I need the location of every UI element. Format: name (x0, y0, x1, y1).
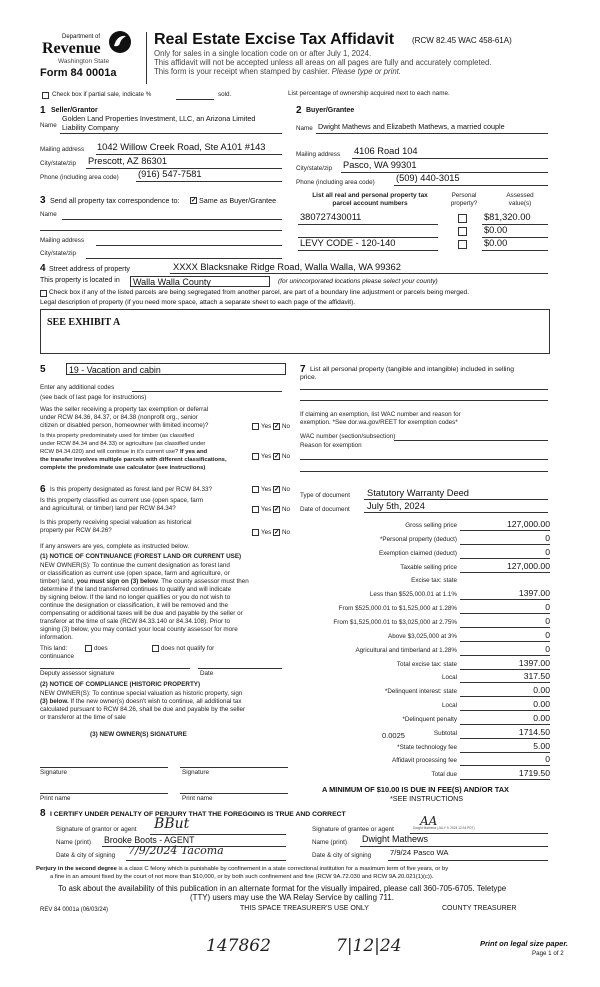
tax-row-label: Exemption claimed (deduct) (378, 550, 457, 557)
corr-csz-label: City/state/zip (40, 250, 77, 257)
exemption-label2: exemption. *See dor.wa.gov/REET for exemption codes* (300, 419, 458, 426)
tax-row-value[interactable]: 0 (545, 630, 550, 640)
doc-date-label: Date of document (300, 506, 350, 513)
tax-row-label: Subtotal (433, 730, 457, 737)
tax-row-value[interactable]: 0 (545, 644, 550, 654)
grantee-signature[interactable]: AA (420, 814, 438, 828)
timber-question: Is this property predominately used for timber (as classified (40, 433, 194, 439)
partial-sale-checkbox[interactable] (42, 92, 49, 99)
historic-no-checkbox[interactable]: ✓ (274, 529, 280, 536)
yes-label: Yes (261, 529, 272, 536)
tax-row-value[interactable]: 1714.50 (518, 727, 550, 737)
logo-agency: Revenue (42, 40, 101, 57)
tax-row-label: Taxable selling price (400, 564, 457, 571)
seller-name-line1[interactable]: Golden Land Properties Investment, LLC, an Arizona Limited (62, 114, 256, 123)
new-owner-print-label: Print name (40, 795, 71, 802)
notice-compliance-heading: (2) NOTICE OF COMPLIANCE (HISTORIC PROPERTY) (40, 681, 201, 688)
parcel-col-header2: parcel account numbers (332, 200, 408, 207)
does-not-label: does not qualify for (161, 645, 215, 652)
header-line1: Only for sales in a single location code on or after July 1, 2024. (154, 49, 372, 58)
legal-description-field[interactable] (40, 309, 550, 354)
legal-description-value: SEE EXHIBIT A (47, 317, 121, 328)
assessed-col-header1: Assessed (506, 192, 534, 199)
segregated-label: Check box if any of the listed parcels are being segregated from another parcel, are part of a boundary line adjustment or parcels being merged. (49, 289, 470, 296)
notice-text: information. (40, 634, 73, 641)
located-in-label: This property is located in (40, 277, 120, 284)
timber-question: the transfer involves multiple parcels with different classifications, (40, 457, 227, 463)
notice-text: calculated pursuant to RCW 84.26, shall be due and payable by the seller (40, 706, 246, 713)
current-use-question: Is this property classified as current use (open space, farm (40, 497, 204, 504)
buyer-mail-label: Mailing address (296, 151, 341, 158)
form-rcw: (RCW 82.45 WAC 458-61A) (412, 36, 512, 45)
tax-row-label: Above $3,025,000 at 3% (388, 633, 457, 640)
tax-row-value[interactable]: 0.00 (533, 713, 550, 723)
personal-col-header2: property? (450, 200, 478, 207)
assessed-value[interactable]: $0.00 (484, 225, 508, 235)
seller-mail-label: Mailing address (40, 146, 85, 153)
buyer-csz[interactable]: Pasco, WA 99301 (343, 160, 417, 170)
grantee-esign-stamp: Dwight Mathews (JULY 9, 2024 12:34 PDT) (413, 826, 475, 830)
header-line2: This affidavit will not be accepted unless all areas on all pages are fully and accurately completed. (154, 58, 492, 67)
seller-heading: Seller/Grantor (51, 107, 98, 114)
tax-row-label: Local (441, 674, 457, 681)
tax-row-value[interactable]: 0 (545, 616, 550, 626)
exemption-yes-checkbox[interactable] (252, 423, 259, 430)
street-address-label: Street address of property (49, 266, 130, 273)
deputy-signature-label: Deputy assessor signature (40, 670, 115, 677)
personal-property-label2: price. (300, 374, 317, 381)
not-qualifies-checkbox[interactable] (152, 645, 159, 652)
seller-mail-address[interactable]: 1042 Willow Creek Road, Ste A101 #143 (97, 142, 266, 152)
notice-text: compensating or additional taxes will be due and payable by the seller or (40, 610, 243, 617)
historic-question: property per RCW 84.26? (40, 527, 112, 534)
tax-row-value[interactable]: 0 (545, 547, 550, 557)
see-instructions: *SEE INSTRUCTIONS (390, 794, 464, 803)
logo-state: Washington State (58, 58, 110, 65)
doc-type-value[interactable]: Statutory Warranty Deed (367, 488, 469, 498)
tax-row-label: From $1,525,000.01 to $3,025,000 at 2.75% (333, 619, 457, 626)
grantor-name-label: Name (print) (56, 839, 91, 846)
tax-row-label: Excise tax: state (411, 577, 457, 584)
seller-phone[interactable]: (916) 547-7581 (138, 169, 202, 179)
partial-sale-label: Check box if partial sale, indicate % (52, 91, 152, 98)
notice-text: or transferor at the time of sale (40, 714, 126, 721)
personal-col-header1: Personal (451, 192, 477, 199)
grantee-signature-label: Signature of grantee or agent (312, 826, 394, 833)
tax-row-value[interactable]: 0.00 (533, 685, 550, 695)
same-as-buyer-checkbox[interactable]: ✓ (191, 197, 197, 204)
partial-sale-sold: sold. (218, 91, 232, 98)
no-label: No (282, 506, 291, 513)
assessed-value[interactable]: $81,320.00 (484, 212, 531, 222)
logo-dept: Department of (62, 34, 101, 40)
revision-number: REV 84 0001a (06/03/24) (40, 907, 109, 913)
tax-row-label: Gross selling price (405, 522, 457, 529)
additional-codes-label: Enter any additional codes (40, 384, 115, 391)
exemption-label: If claiming an exemption, list WAC number and reason for (300, 411, 461, 418)
timber-question: under RCW 84.34 and 84.33) or agriculture (as classified under (40, 441, 206, 447)
unincorporated-note: (for unincorporated locations please select your county) (278, 278, 438, 285)
header-line3: This form is your receipt when stamped by cashier. Please type or print. (154, 67, 402, 76)
section4-number: 4 (40, 263, 46, 274)
tax-row-label: Local (441, 702, 457, 709)
exemption-question: citizen or disabled person, homeowner with limited income)? (40, 422, 209, 429)
grantor-signature[interactable]: BBut (154, 816, 190, 832)
tax-row-value[interactable]: 0 (545, 602, 550, 612)
yes-label: Yes (261, 453, 272, 460)
grantor-signature-label: Signature of grantor or agent (56, 826, 137, 833)
header-divider (146, 32, 147, 84)
notice-text: signing (3) below, you may contact your local county assessor for more (40, 626, 238, 633)
correspondence-label: Send all property tax correspondence to: (50, 196, 180, 205)
personal-property-checkbox[interactable] (458, 227, 467, 236)
perjury-notice: Perjury in the second degree is a class C felony which is punishable by confinement in a state correctional institution for a maximum term of five years, or by (36, 866, 449, 872)
buyer-heading: Buyer/Grantee (306, 107, 355, 114)
qualifies-checkbox[interactable] (85, 645, 92, 652)
grantor-date-label: Date & city of signing (56, 852, 116, 859)
assessed-col-header2: value(s) (508, 200, 532, 207)
tax-row-label: Affidavit processing fee (392, 757, 457, 764)
tax-row-label: *Personal property (deduct) (379, 536, 457, 543)
new-owner-signature-heading: (3) NEW OWNER(S) SIGNATURE (90, 731, 187, 738)
doc-date-value[interactable]: July 5th, 2024 (367, 501, 425, 511)
local-rate: 0.0025 (382, 731, 405, 740)
parcel-col-header1: List all real and personal property tax (312, 192, 428, 199)
no-label: No (282, 453, 291, 460)
exemption-question: under RCW 84.36, 84.37, or 84.38 (nonprofit org., senior (40, 414, 198, 421)
current-use-yes-checkbox[interactable] (252, 506, 259, 513)
assessed-value[interactable]: $0.00 (484, 238, 508, 248)
exemption-no-checkbox[interactable]: ✓ (274, 423, 280, 430)
tax-row-label: Total due (431, 771, 457, 778)
seller-name-line2[interactable]: Liability Company (62, 123, 119, 132)
yes-label: Yes (261, 423, 272, 430)
notice-continuance-heading: (1) NOTICE OF CONTINUANCE (FOREST LAND OR CURRENT USE) (40, 553, 242, 560)
continuance-label: continuance (40, 653, 74, 660)
grantee-date-label: Date & city of signing (312, 852, 372, 859)
handwritten-date: 7|12|24 (336, 936, 402, 956)
exemption-question: Was the seller receiving a property tax exemption or deferral (40, 406, 209, 413)
section8-number: 8 (40, 808, 46, 819)
personal-property-checkbox[interactable] (458, 240, 467, 249)
treasurer-use-label: THIS SPACE TREASURER'S USE ONLY (240, 905, 369, 912)
buyer-name[interactable]: Dwight Mathews and Elizabeth Mathews, a married couple (318, 122, 505, 131)
same-as-buyer-label: Same as Buyer/Grantee (199, 196, 277, 205)
buyer-csz-label: City/state/zip (296, 165, 333, 172)
grantee-name-label: Name (print) (312, 839, 347, 846)
yes-label: Yes (261, 506, 272, 513)
form-number: Form 84 0001a (40, 67, 117, 79)
does-label: does (94, 645, 108, 652)
tax-row-value[interactable]: 1719.50 (518, 768, 550, 778)
timber-question: RCW 84.34.020) and will continue in it's current use? If yes and (40, 449, 208, 455)
timber-no-checkbox[interactable]: ✓ (274, 453, 280, 460)
corr-mail-label: Mailing address (40, 237, 85, 244)
grantee-name[interactable]: Dwight Mathews (362, 834, 429, 844)
yes-label: Yes (261, 486, 272, 493)
forest-yes-checkbox[interactable] (252, 486, 259, 493)
paper-size-note: Print on legal size paper. (480, 939, 568, 948)
accessibility-notice2: (TTY) users may use the WA Relay Service by calling 711. (190, 893, 394, 902)
county-treasurer-label: COUNTY TREASURER (442, 905, 517, 912)
tax-row-label: From $525,000.01 to $1,525,000 at 1.28% (338, 605, 457, 612)
new-owner-print-label: Print name (182, 795, 213, 802)
parcel-number[interactable]: 380727430011 (300, 212, 362, 222)
notice-text: NEW OWNER(S): To continue special valuation as historic property, sign (40, 690, 243, 697)
reason-label: Reason for exemption (300, 442, 362, 449)
grantee-date-city[interactable]: 7/9/24 Pasco WA (390, 848, 449, 857)
tax-row-value[interactable]: 1397.00 (518, 658, 550, 668)
tax-row-value[interactable]: 5.00 (533, 741, 550, 751)
historic-yes-checkbox[interactable] (252, 529, 259, 536)
buyer-name-label: Name (296, 125, 313, 132)
new-owner-signature-label: Signature (182, 769, 209, 776)
buyer-mail-address[interactable]: 4106 Road 104 (354, 146, 418, 156)
tax-row-label: *State technology fee (397, 744, 457, 751)
no-label: No (282, 529, 291, 536)
notice-text: transferor at the time of sale (RCW 84.33.140 or 84.34.108). Prior to (40, 618, 231, 625)
segregated-checkbox[interactable] (40, 290, 47, 297)
doc-type-label: Type of document (300, 492, 351, 499)
tax-row-value[interactable]: 0.00 (533, 699, 550, 709)
legal-description-label: Legal description of property (if you need more space, attach a separate sheet to each page of the affidavit). (40, 299, 356, 306)
form-title: Real Estate Excise Tax Affidavit (154, 31, 395, 48)
buyer-phone[interactable]: (509) 440-3015 (396, 173, 460, 183)
accessibility-notice: To ask about the availability of this publication in an alternate format for the visually impaired, please call 360-705-6705. Teletype (58, 884, 507, 893)
current-use-no-checkbox[interactable]: ✓ (274, 506, 280, 513)
tax-row-label: *Delinquent interest: state (384, 688, 457, 695)
no-label: No (282, 423, 291, 430)
tax-row-value[interactable]: 317.50 (523, 671, 550, 681)
section1-number: 1 (40, 105, 46, 116)
notice-text: continue the designation or classification, it will be removed and the (40, 602, 228, 609)
seller-csz[interactable]: Prescott, AZ 86301 (88, 156, 168, 166)
see-back-note: (see back of last page for instructions) (40, 394, 147, 401)
instructions-note: If any answers are yes, complete as instructed below. (40, 543, 190, 550)
wac-label: WAC number (section/subsection) (300, 433, 396, 440)
notice-text: determine if the land transferred continues to qualify and will indicate (40, 586, 232, 593)
county-select[interactable] (130, 276, 270, 287)
land-use-code-select[interactable] (66, 363, 286, 375)
tax-row-value[interactable]: 127,000.00 (506, 519, 550, 529)
handwritten-receipt-number: 147862 (206, 936, 271, 956)
section2-number: 2 (296, 105, 302, 116)
property-street-address[interactable]: XXXX Blacksnake Ridge Road, Walla Walla, WA 99362 (173, 262, 401, 272)
page-number: Page 1 of 2 (532, 950, 564, 957)
tax-row-label: *Delinquent penalty (402, 716, 457, 723)
tax-row-value[interactable]: 1397.00 (518, 588, 550, 598)
tax-row-value[interactable]: 127,000.00 (506, 561, 550, 571)
tax-row-value[interactable]: 0 (545, 754, 550, 764)
county-value: Walla Walla County (133, 277, 211, 287)
certification-statement: I CERTIFY UNDER PENALTY OF PERJURY THAT THE FOREGOING IS TRUE AND CORRECT (50, 811, 346, 818)
buyer-phone-label: Phone (including area code) (296, 179, 375, 186)
parcel-number[interactable]: LEVY CODE - 120-140 (300, 238, 396, 248)
section5-number: 5 (40, 364, 46, 375)
seller-csz-label: City/state/zip (40, 160, 77, 167)
notice-text: or classification as current use (open space, farm and agriculture, or (40, 570, 230, 577)
tax-row-label: Agricultural and timberland at 1.28% (355, 647, 457, 654)
forest-question: Is this property designated as forest land per RCW 84.33? (50, 486, 213, 493)
notice-text: (3) below. If the new owner(s) doesn't wish to continue, all additional tax (40, 698, 242, 705)
current-use-question: and agricultural, or timber) land per RCW 84.34? (40, 505, 176, 512)
land-use-code-value: 19 - Vacation and cabin (69, 365, 161, 375)
ownership-note: List percentage of ownership acquired next to each name. (288, 90, 450, 97)
tax-row-label: Total excise tax: state (396, 661, 457, 668)
corr-name-label: Name (40, 211, 57, 218)
logo-emblem-icon (108, 30, 132, 54)
forest-no-checkbox[interactable]: ✓ (274, 486, 280, 493)
perjury-notice2: a fine in an amount fixed by the court of not more than $10,000, or by both such confinement and fine (RCW 9A.72.030 and RCW 9A.20.021(1)(c)). (50, 874, 434, 880)
grantor-name[interactable]: Brooke Boots - AGENT (104, 835, 195, 845)
no-label: No (282, 486, 291, 493)
personal-property-label: List all personal property (tangible and intangible) included in selling (310, 366, 515, 373)
notice-text: NEW OWNER(S): To continue the current designation as forest land (40, 562, 230, 569)
notice-text: timber) land, you must sign on (3) below. The county assessor must then (40, 578, 249, 585)
personal-property-checkbox[interactable] (458, 214, 467, 223)
timber-yes-checkbox[interactable] (252, 453, 259, 460)
historic-question: Is this property receiving special valuation as historical (40, 519, 192, 526)
seller-phone-label: Phone (including area code) (40, 174, 119, 181)
section7-number: 7 (300, 364, 306, 375)
tax-row-value[interactable]: 0 (545, 533, 550, 543)
seller-name-label: Name (40, 122, 57, 129)
tax-row-label: Less than $525,000.01 at 1.1% (369, 591, 457, 598)
section6-number: 6 (40, 484, 46, 495)
new-owner-signature-label: Signature (40, 769, 67, 776)
timber-question: complete the predominate use calculator (see instructions) (40, 465, 206, 471)
grantor-date-city[interactable]: 7/9/2024 Tacoma (128, 844, 224, 857)
notice-text: by signing below. If the land no longer qualifies or you do not wish to (40, 594, 231, 601)
this-land-label: This land: (40, 645, 68, 652)
section3-number: 3 (40, 195, 46, 206)
minimum-notice: A MINIMUM OF $10.00 IS DUE IN FEE(S) AND/OR TAX (322, 785, 509, 794)
deputy-date-label: Date (200, 670, 214, 677)
